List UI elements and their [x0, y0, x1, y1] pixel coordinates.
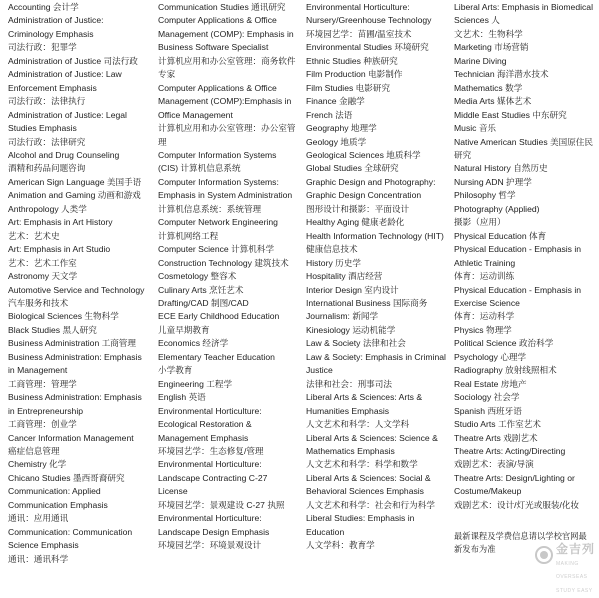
major-item: Graphic Design and Photography: Graphic Design Concentration	[306, 176, 436, 201]
major-column-3	[306, 1, 448, 553]
major-item: Spanish 西班牙语	[454, 405, 522, 416]
major-item: Marketing 市场营销	[454, 42, 529, 53]
major-item: Animation and Gaming 动画和游戏	[8, 190, 141, 201]
major-item: 人文艺术和科学：人文学科	[306, 419, 410, 430]
major-item: Law & Society 法律和社会	[306, 338, 406, 349]
major-item: 人文学科：教育学	[306, 540, 375, 551]
major-item: Media Arts 媒体艺术	[454, 96, 532, 107]
major-item: Environmental Horticulture: Nursery/Greenhouse Technology	[306, 2, 432, 26]
major-item: Marine Diving	[454, 55, 507, 66]
major-item: Culinary Arts 烹饪艺术	[158, 284, 244, 295]
major-item: Cancer Information Management	[8, 432, 134, 443]
major-item: Accounting 会计学	[8, 2, 79, 12]
major-item: 计算机网络工程	[158, 230, 219, 241]
major-item: 计算机应用和办公室管理：商务软件专家	[158, 55, 296, 80]
major-item: Engineering 工程学	[158, 378, 233, 389]
major-item: Computer Science 计算机科学	[158, 244, 275, 255]
major-item: Elementary Teacher Education	[158, 351, 275, 362]
major-item: Chemistry 化学	[8, 459, 67, 470]
major-item: Astronomy 天文学	[8, 271, 78, 282]
major-item: Finance 金融学	[306, 96, 365, 107]
major-item: Computer Information Systems: Emphasis in System Administration	[158, 176, 293, 201]
major-item: Communication: Applied Communication Emphasis	[8, 486, 108, 510]
major-column-1	[8, 1, 150, 566]
major-item: Automotive Service and Technology 汽车服务和技术	[8, 284, 145, 308]
major-item: Psychology 心理学	[454, 351, 527, 362]
major-item: Computer Network Engineering	[158, 217, 278, 228]
major-item: Liberal Arts & Sciences: Arts & Humanities Emphasis	[306, 392, 423, 416]
major-item: 计算机应用和办公室管理：办公室管理	[158, 123, 296, 147]
major-item: 文艺术：生物科学	[454, 28, 523, 39]
major-item: 环境园艺学：景观建设 C-27 执照	[158, 499, 285, 510]
major-item: Real Estate 房地产	[454, 378, 527, 389]
major-item: Interior Design 室内设计	[306, 284, 399, 295]
major-item: 人文艺术和科学：社会和行为科学	[306, 499, 435, 510]
major-item: Drafting/CAD 制图/CAD	[158, 297, 249, 308]
major-item: Construction Technology 建筑技术	[158, 257, 289, 268]
watermark-logo	[535, 542, 596, 594]
major-item: Liberal Arts & Sciences: Social & Behavioral Sciences Emphasis	[306, 472, 431, 497]
major-item: 小学教育	[158, 365, 193, 376]
major-item: Economics 经济学	[158, 338, 229, 349]
major-item: Art: Emphasis in Art Studio	[8, 244, 111, 255]
major-item: 图形设计和摄影：平面设计	[306, 203, 410, 214]
major-item: Global Studies 全球研究	[306, 163, 399, 174]
major-item: Photography (Applied)	[454, 203, 540, 214]
major-item: Film Studies 电影研究	[306, 82, 391, 93]
major-item: 戏剧艺术：表演/导演	[454, 459, 534, 470]
major-item: 艺术：艺术史	[8, 230, 60, 241]
major-item: 戏剧艺术：设计/灯光或服装/化妆	[454, 499, 580, 510]
major-item: History 历史学	[306, 257, 361, 268]
major-item: Administration of Justice: Law Enforcement Emphasis	[8, 69, 122, 93]
major-item: 体育：运动训练	[454, 271, 515, 282]
major-item: Liberal Arts: Emphasis in Biomedical Sciences 人	[454, 2, 593, 26]
major-item: 司法行政：犯罪学	[8, 42, 77, 53]
major-item: Alcohol and Drug Counseling	[8, 149, 120, 160]
major-item: 摄影（应用）	[454, 217, 506, 228]
major-item: Communication Studies 通讯研究	[158, 2, 286, 12]
major-item: Native American Studies 美国原住民研究	[454, 136, 593, 160]
major-item: Theatre Arts: Design/Lighting or Costume/Makeup	[454, 472, 575, 497]
major-item: Music 音乐	[454, 123, 497, 134]
major-item: 人文艺术和科学：科学和数学	[306, 459, 418, 470]
major-item: Studio Arts 工作室艺术	[454, 419, 541, 430]
major-item: 通讯：通讯科学	[8, 553, 69, 564]
major-item: Law & Society: Emphasis in Criminal Justice	[306, 351, 446, 376]
major-item: 体育：运动科学	[454, 311, 515, 322]
major-item: Biological Sciences 生物科学	[8, 311, 119, 322]
major-item: 环境园艺学：生态修复/管理	[158, 445, 264, 456]
major-item: 环境园艺学：环境景观设计	[158, 540, 262, 551]
major-item: Black Studies 黑人研究	[8, 324, 97, 335]
major-item: Physical Education - Emphasis in Exercise Science	[454, 284, 582, 308]
major-item: Liberal Studies: Emphasis in Education	[306, 513, 415, 537]
major-item: Computer Applications & Office Management (COMP):Emphasis in Office Management	[158, 82, 292, 120]
major-item: 司法行政：法律研究	[8, 136, 86, 147]
major-item: Nursing ADN 护理学	[454, 176, 532, 187]
major-item: Film Production 电影制作	[306, 69, 403, 80]
major-item: 艺术：艺术工作室	[8, 257, 77, 268]
major-column-4	[454, 1, 594, 512]
major-item: American Sign Language 美国手语	[8, 176, 142, 187]
major-item: Business Administration: Emphasis in Management	[8, 351, 142, 376]
major-item: 酒精和药品问题咨询	[8, 163, 86, 174]
major-item: Environmental Horticulture: Landscape Contracting C-27 License	[158, 459, 268, 497]
major-item: 环境园艺学：苗圃/温室技术	[306, 28, 412, 39]
major-item: Middle East Studies 中东研究	[454, 109, 567, 120]
watermark-subtext: MAKING OVERSEAS STUDY EASY	[556, 561, 593, 594]
major-item: Healthy Aging 健康老龄化	[306, 217, 405, 228]
major-item: 癌症信息管理	[8, 445, 60, 456]
major-column-2	[158, 1, 298, 553]
major-item: Administration of Justice: Criminology Emphasis	[8, 15, 104, 39]
major-item: Kinesiology 运动机能学	[306, 324, 396, 335]
major-item: 儿童早期教育	[158, 324, 210, 335]
major-item: Administration of Justice: Legal Studies Emphasis	[8, 109, 127, 134]
major-item: ECE Early Childhood Education	[158, 311, 280, 322]
major-item: Mathematics 数学	[454, 82, 523, 93]
major-item: 计算机信息系统：系统管理	[158, 203, 262, 214]
major-item: Theatre Arts 戏剧艺术	[454, 432, 538, 443]
major-item: 工商管理：管理学	[8, 378, 77, 389]
major-item: Health Information Technology (HIT) 健康信息技术	[306, 230, 444, 255]
major-item: International Business 国际商务	[306, 297, 428, 308]
major-item: Technician 海洋潜水技术	[454, 69, 549, 80]
major-item: Philosophy 哲学	[454, 190, 516, 201]
major-item: Journalism: 新闻学	[306, 311, 379, 322]
major-item: Geological Sciences 地质科学	[306, 149, 421, 160]
major-item: Ethnic Studies 种族研究	[306, 55, 398, 66]
major-item: Environmental Horticulture: Landscape Design Emphasis	[158, 513, 270, 537]
major-item: 工商管理：创业学	[8, 419, 77, 430]
major-item: Theatre Arts: Acting/Directing	[454, 445, 566, 456]
major-item: 司法行政：法律执行	[8, 96, 86, 107]
major-item: Political Science 政治科学	[454, 338, 554, 349]
major-item: Physics 物理学	[454, 324, 512, 335]
major-item: Radiography 放射线照相术	[454, 365, 557, 376]
major-item: Business Administration: Emphasis in Entrepreneurship	[8, 392, 142, 416]
major-item: Sociology 社会学	[454, 392, 520, 403]
major-item: Geography 地理学	[306, 123, 377, 134]
major-item: Liberal Arts & Sciences: Science & Mathematics Emphasis	[306, 432, 438, 456]
major-item: Chicano Studies 墨西哥裔研究	[8, 472, 125, 483]
major-item: 法律和社会：刑事司法	[306, 378, 392, 389]
logo-mark-icon	[535, 546, 553, 564]
major-item: Communication: Communication Science Emphasis	[8, 526, 133, 551]
major-item: Hospitality 酒店经营	[306, 271, 383, 282]
major-item: Environmental Horticulture: Ecological Restoration & Management Emphasis	[158, 405, 262, 443]
major-item: Computer Information Systems (CIS) 计算机信息系统	[158, 149, 277, 174]
major-item: Physical Education - Emphasis in Athletic Training	[454, 244, 582, 268]
major-item: Anthropology 人类学	[8, 203, 87, 214]
major-item: Art: Emphasis in Art History	[8, 217, 113, 228]
major-item: Cosmetology 整容术	[158, 271, 237, 282]
disclaimer-note: 最新课程及学费信息请以学校官网最新发布为准	[454, 531, 587, 554]
major-item: Natural History 自然历史	[454, 163, 548, 174]
major-item: French 法语	[306, 109, 353, 120]
major-item: Physical Education 体育	[454, 230, 547, 241]
major-item: 通讯：应用通讯	[8, 513, 69, 524]
major-item: Geology 地质学	[306, 136, 367, 147]
watermark-text: 金吉列	[556, 542, 596, 556]
major-item: Computer Applications & Office Management (COMP): Emphasis in Business Software Specialist	[158, 15, 294, 53]
major-item: Administration of Justice 司法行政	[8, 55, 138, 66]
major-item: English 英语	[158, 392, 206, 403]
major-item: Environmental Studies 环境研究	[306, 42, 429, 53]
major-item: Business Administration 工商管理	[8, 338, 136, 349]
